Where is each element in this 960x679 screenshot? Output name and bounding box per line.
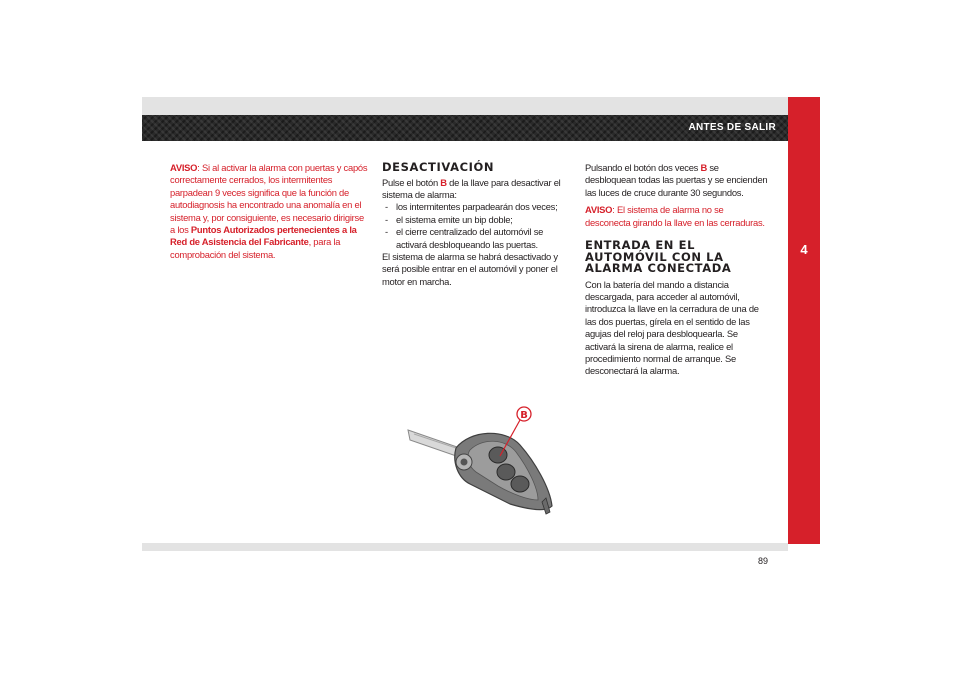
deactivation-heading: DESACTIVACIÓN: [382, 160, 495, 174]
warning-column: [170, 162, 370, 261]
warning-paragraph: [585, 204, 770, 229]
p1-post: se desbloquean todas las puertas y se encienden las luces de cruce durante 30 segundos.: [585, 162, 768, 198]
warning-paragraph: [170, 162, 370, 261]
list-item: - el sistema emite un bip doble;: [382, 214, 572, 226]
entry-column: [585, 162, 770, 378]
deactivation-intro: [382, 177, 572, 202]
double-press-paragraph: [585, 162, 770, 199]
entry-body: Con la batería del mando a distancia descargada, para acceder al automóvil, introduzca la llave en la cerradura de una de las dos puertas, gírela en el sentido de las agujas del reloj para desbloquearla. Se activará la sirena de alarma, realice el procedimiento normal de arranque. Se desconectará la alarma.: [585, 278, 759, 377]
bottom-band: [142, 543, 788, 551]
key-fob-illustration: [400, 400, 570, 530]
list-item: - el cierre centralizado del automóvil se activará desbloqueando las puertas.: [382, 226, 572, 251]
entry-heading: ENTRADA EN EL AUTOMÓVIL CON LA ALARMA CONECTADA: [585, 238, 732, 276]
page-number: 89: [757, 556, 768, 566]
deactivation-column: [382, 162, 572, 288]
intro-pre: Pulse el botón: [382, 176, 441, 188]
aviso-label: AVISO: [170, 162, 198, 173]
callout-b-label: B: [520, 410, 528, 421]
chapter-number: 4: [800, 242, 808, 257]
intro-post: de la llave para desactivar el sistema de alarma:: [382, 176, 561, 200]
aviso-text: : Si al activar la alarma con puertas y capós correctamente cerrados, los intermitentes parpadean 9 veces significa que la función de autodiagnosis ha encontrado una anomalía en el sistema y, por consiguiente, es necesario dirigirse a los: [170, 162, 368, 236]
deactivation-list: [382, 201, 572, 251]
aviso-text: : El sistema de alarma no se desconecta girando la llave en las cerraduras.: [585, 204, 765, 228]
aviso-bold: Puntos Autorizados pertenecientes a la Red de Asistencia del Fabricante: [170, 224, 357, 248]
top-band: [142, 97, 788, 115]
aviso-end: , para la comprobación del sistema.: [170, 236, 341, 260]
deactivation-outro: El sistema de alarma se habrá desactivado y será posible entrar en el automóvil y poner el motor en marcha.: [382, 250, 558, 287]
p1-pre: Pulsando el botón dos veces: [585, 162, 701, 173]
list-item: - los intermitentes parpadearán dos veces;: [382, 201, 572, 213]
aviso-label: AVISO: [585, 204, 613, 216]
chapter-tab: [788, 97, 820, 544]
header-strip: [142, 115, 788, 141]
key-b-ref: B: [700, 162, 708, 173]
key-b-ref: B: [440, 176, 447, 188]
section-title: ANTES DE SALIR: [688, 122, 776, 133]
